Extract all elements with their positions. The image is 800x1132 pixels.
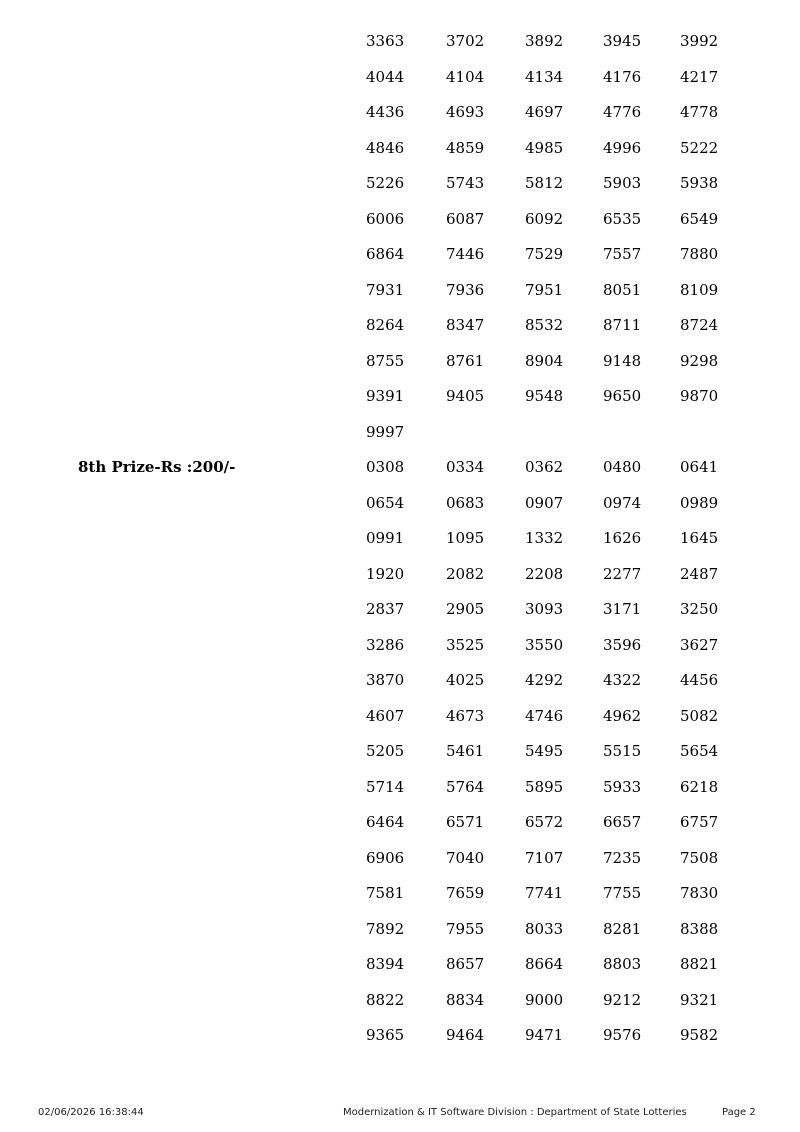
ticket-number: 7659 [446,884,485,902]
ticket-number: 4846 [366,138,405,157]
footer-datetime: 02/06/2026 16:38:44 [38,1107,144,1118]
ticket-number: 8657 [446,955,485,973]
ticket-number: 7955 [446,919,485,938]
ticket-number: 5938 [680,174,719,192]
ticket-number: 6535 [603,209,642,228]
ticket-number: 2082 [446,564,485,583]
ticket-number: 5495 [525,742,564,760]
ticket-number: 3250 [680,600,719,618]
ticket-number: 0683 [446,493,485,512]
ticket-number: 2905 [446,600,485,618]
ticket-number: 1645 [680,529,719,547]
ticket-number: 8388 [680,919,719,938]
ticket-number: 3992 [680,32,719,50]
ticket-number: 7557 [603,245,642,263]
ticket-number: 4607 [366,706,405,725]
ticket-number: 4673 [446,706,485,725]
ticket-number: 3596 [603,635,642,654]
ticket-number: 9298 [680,351,719,370]
ticket-number: 4134 [525,67,564,86]
ticket-number: 1095 [446,529,485,547]
ticket-number: 9576 [603,1026,642,1044]
ticket-number: 6864 [366,245,405,263]
ticket-number: 9212 [603,990,642,1009]
ticket-number: 3363 [366,32,405,50]
ticket-number: 4456 [680,671,719,689]
ticket-number: 6757 [680,813,719,831]
ticket-number: 8803 [603,955,642,973]
ticket-number: 0308 [366,458,405,476]
ticket-number: 7040 [446,848,485,867]
ticket-number: 6006 [366,209,405,228]
ticket-number: 9321 [680,990,719,1009]
ticket-number: 9471 [525,1026,564,1044]
ticket-number: 3945 [603,32,642,50]
ticket-number: 5222 [680,138,719,157]
ticket-number: 7508 [680,848,719,867]
ticket-number: 9464 [446,1026,485,1044]
ticket-number: 0334 [446,458,485,476]
ticket-number: 8532 [525,316,564,334]
ticket-number: 0362 [525,458,564,476]
ticket-number: 2837 [366,600,405,618]
ticket-number: 5205 [366,742,405,760]
ticket-number: 3550 [525,635,564,654]
ticket-number: 8711 [603,316,642,334]
ticket-number: 4985 [525,138,564,157]
ticket-number: 8724 [680,316,719,334]
ticket-number: 3093 [525,600,564,618]
ticket-number: 0991 [366,529,405,547]
ticket-number: 5903 [603,174,642,192]
ticket-number: 8281 [603,919,642,938]
ticket-number: 6218 [680,777,719,796]
ticket-number: 6549 [680,209,719,228]
prize-label: 8th Prize-Rs :200/- [78,458,236,476]
ticket-number: 5764 [446,777,485,796]
ticket-number: 9391 [366,387,405,405]
ticket-number: 7529 [525,245,564,263]
ticket-number: 0654 [366,493,405,512]
ticket-number: 4044 [366,67,405,86]
ticket-number: 2277 [603,564,642,583]
ticket-number: 5714 [366,777,405,796]
ticket-number: 0641 [680,458,719,476]
ticket-number: 9148 [603,351,642,370]
ticket-number: 7951 [525,280,564,299]
ticket-number: 4776 [603,103,642,121]
ticket-number: 4778 [680,103,719,121]
ticket-number: 4746 [525,706,564,725]
ticket-number: 8347 [446,316,485,334]
ticket-number: 7936 [446,280,485,299]
ticket-number: 5933 [603,777,642,796]
footer-page-number: Page 2 [722,1107,756,1118]
ticket-number: 6571 [446,813,485,831]
ticket-number: 7830 [680,884,719,902]
ticket-number: 4436 [366,103,405,121]
ticket-number: 4025 [446,671,485,689]
ticket-number: 3892 [525,32,564,50]
ticket-number: 4859 [446,138,485,157]
ticket-number: 5654 [680,742,719,760]
ticket-number: 5515 [603,742,642,760]
ticket-number: 9997 [366,422,405,441]
ticket-number: 6464 [366,813,405,831]
ticket-number: 4176 [603,67,642,86]
ticket-number: 4962 [603,706,642,725]
ticket-number: 8761 [446,351,485,370]
ticket-number: 4697 [525,103,564,121]
ticket-number: 4693 [446,103,485,121]
ticket-number: 9405 [446,387,485,405]
ticket-number: 8821 [680,955,719,973]
ticket-number: 0989 [680,493,719,512]
footer-division: Modernization & IT Software Division : Department of State Lotteries [343,1107,687,1118]
ticket-number: 2487 [680,564,719,583]
ticket-number: 7892 [366,919,405,938]
ticket-number: 8051 [603,280,642,299]
ticket-number: 3627 [680,635,719,654]
ticket-number: 3870 [366,671,405,689]
ticket-number: 5226 [366,174,405,192]
ticket-number: 5895 [525,777,564,796]
ticket-number: 4104 [446,67,485,86]
ticket-number: 1332 [525,529,564,547]
ticket-number: 5461 [446,742,485,760]
ticket-number: 3286 [366,635,405,654]
ticket-number: 8033 [525,919,564,938]
ticket-number: 6906 [366,848,405,867]
ticket-number: 2208 [525,564,564,583]
ticket-number: 7755 [603,884,642,902]
ticket-number: 6092 [525,209,564,228]
ticket-number: 6572 [525,813,564,831]
ticket-number: 5743 [446,174,485,192]
ticket-number: 4322 [603,671,642,689]
ticket-number: 8904 [525,351,564,370]
ticket-number: 9548 [525,387,564,405]
ticket-number: 9870 [680,387,719,405]
ticket-number: 8264 [366,316,405,334]
ticket-number: 8755 [366,351,405,370]
ticket-number: 0974 [603,493,642,512]
ticket-number: 7235 [603,848,642,867]
ticket-number: 1626 [603,529,642,547]
ticket-number: 8109 [680,280,719,299]
ticket-number: 9365 [366,1026,405,1044]
ticket-number: 6657 [603,813,642,831]
ticket-number: 7107 [525,848,564,867]
ticket-number: 3171 [603,600,642,618]
ticket-number: 5812 [525,174,564,192]
ticket-number: 7446 [446,245,485,263]
ticket-number: 6087 [446,209,485,228]
ticket-number: 8822 [366,990,405,1009]
ticket-number: 3702 [446,32,485,50]
ticket-number: 4996 [603,138,642,157]
ticket-number: 5082 [680,706,719,725]
ticket-number: 9582 [680,1026,719,1044]
ticket-number: 8394 [366,955,405,973]
ticket-number: 0907 [525,493,564,512]
ticket-number: 8664 [525,955,564,973]
ticket-number: 7581 [366,884,405,902]
ticket-number: 7880 [680,245,719,263]
ticket-number: 4292 [525,671,564,689]
ticket-number: 0480 [603,458,642,476]
ticket-number: 7931 [366,280,405,299]
ticket-number: 4217 [680,67,719,86]
ticket-number: 3525 [446,635,485,654]
ticket-number: 9650 [603,387,642,405]
ticket-number: 1920 [366,564,405,583]
ticket-number: 7741 [525,884,564,902]
ticket-number: 8834 [446,990,485,1009]
ticket-number: 9000 [525,990,564,1009]
